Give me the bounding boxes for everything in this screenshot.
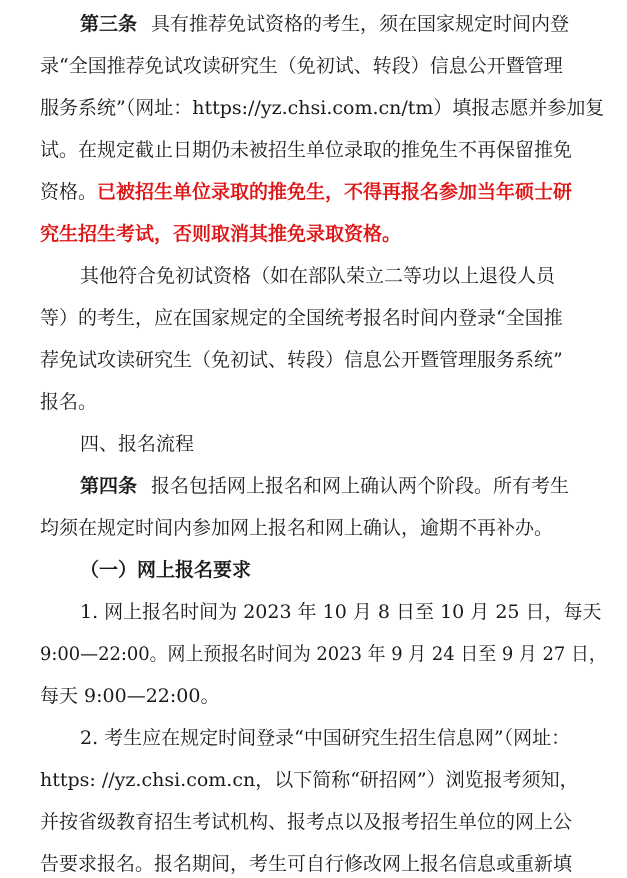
item2-line3: 并按省级教育招生考试机构、报考点以及报考招生单位的网上公 [40, 811, 573, 833]
other-line4: 报名。 [40, 391, 98, 413]
item1-line2: 9:00—22:00。网上预报名时间为 2023 年 9 月 24 日至 9 月 27 日， [40, 643, 607, 665]
item2-line1: 2. 考生应在规定时间登录“中国研究生招生信息网”（网址： [80, 727, 571, 749]
article3-line4: 试。在规定截止日期仍未被招生单位录取的推免生不再保留推免 [40, 139, 573, 161]
article3-text-5: 资格。 [40, 181, 98, 203]
item1-line1: 1. 网上报名时间为 2023 年 10 月 8 日至 10 月 25 日，每天 [80, 601, 602, 623]
subsection1-heading: （一）网上报名要求 [80, 559, 252, 581]
article4-label: 第四条 [80, 475, 138, 497]
article4-line1 [80, 472, 569, 500]
section4-heading: 四、报名流程 [80, 433, 195, 455]
article3-text-1: 具有推荐免试资格的考生，须在国家规定时间内登 [151, 13, 570, 35]
item2-line2: https: //yz.chsi.com.cn，以下简称“研招网”）浏览报考须知， [40, 769, 579, 791]
item2-line4: 告要求报名。报名期间，考生可自行修改网上报名信息或重新填 [40, 853, 573, 875]
article4-text-1: 报名包括网上报名和网上确认两个阶段。所有考生 [151, 475, 570, 497]
article3-warning-1: 已被招生单位录取的推免生，不得再报名参加当年硕士研 [97, 181, 573, 203]
other-line2: 等）的考生，应在国家规定的全国统考报名时间内登录“全国推 [40, 307, 563, 329]
article3-line5 [40, 178, 572, 206]
other-line3: 荐免试攻读研究生（免初试、转段）信息公开暨管理服务系统” [40, 349, 563, 371]
article3-line3: 服务系统”（网址：https://yz.chsi.com.cn/tm）填报志愿并参加复 [40, 97, 605, 119]
article3-line2: 录“全国推荐免试攻读研究生（免初试、转段）信息公开暨管理 [40, 55, 563, 77]
other-line1: 其他符合免初试资格（如在部队荣立二等功以上退役人员 [80, 265, 556, 287]
article3-warning-2: 究生招生考试，否则取消其推免录取资格。 [40, 223, 402, 245]
article3-line1 [80, 10, 569, 38]
article4-line2: 均须在规定时间内参加网上报名和网上确认，逾期不再补办。 [40, 517, 554, 539]
article3-label: 第三条 [80, 13, 138, 35]
item1-line3: 每天 9:00—22:00。 [40, 685, 220, 707]
